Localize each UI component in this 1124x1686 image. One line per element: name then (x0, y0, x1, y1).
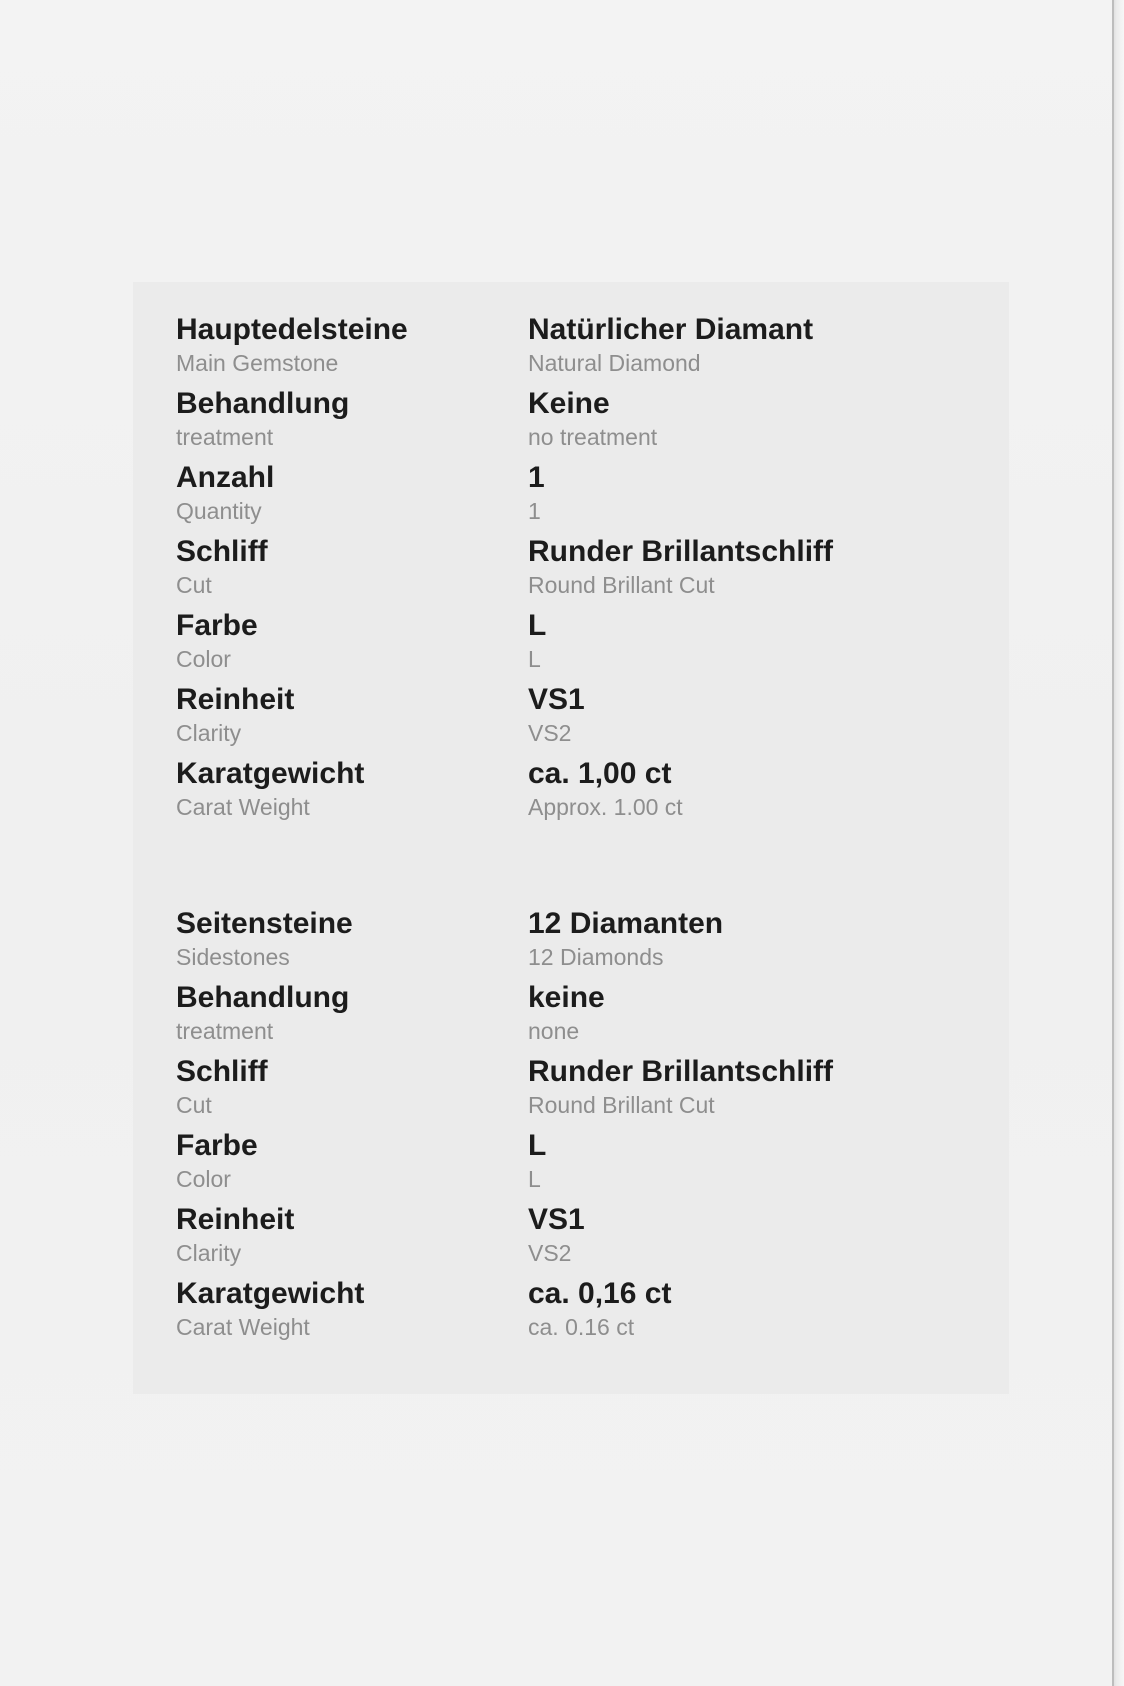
spec-label-translation: Carat Weight (176, 794, 310, 820)
spec-value: keine (528, 981, 605, 1014)
spec-row-clarity (176, 682, 936, 756)
spec-label-translation: Quantity (176, 498, 262, 524)
spec-value-translation: ca. 0.16 ct (528, 1314, 635, 1340)
spec-label-translation: Cut (176, 572, 212, 598)
spec-value: Keine (528, 387, 610, 420)
spec-label: Karatgewicht (176, 1277, 365, 1310)
spec-label-translation: Color (176, 1166, 231, 1192)
spec-row-carat-weight (176, 1276, 936, 1350)
spec-label: Reinheit (176, 1203, 295, 1236)
spec-value-translation: VS2 (528, 720, 572, 746)
spec-row-treatment (176, 980, 936, 1054)
spec-row-treatment (176, 386, 936, 460)
spec-label-translation: treatment (176, 424, 274, 450)
spec-value: L (528, 609, 547, 642)
spec-row-sidestones (176, 906, 936, 980)
spec-row-color (176, 608, 936, 682)
spec-value-translation: Round Brillant Cut (528, 572, 715, 598)
spec-value-translation: 1 (528, 498, 541, 524)
spec-label: Farbe (176, 609, 258, 642)
spec-value-translation: Round Brillant Cut (528, 1092, 715, 1118)
spec-value-translation: none (528, 1018, 580, 1044)
spec-label-translation: Cut (176, 1092, 212, 1118)
spec-label: Karatgewicht (176, 757, 365, 790)
spec-label: Schliff (176, 535, 268, 568)
spec-value-translation: no treatment (528, 424, 658, 450)
spec-value: VS1 (528, 683, 585, 716)
spec-row-main-gemstone (176, 312, 936, 386)
spec-label: Reinheit (176, 683, 295, 716)
spec-row-clarity (176, 1202, 936, 1276)
spec-row-quantity (176, 460, 936, 534)
spec-label: Farbe (176, 1129, 258, 1162)
spec-label: Schliff (176, 1055, 268, 1088)
spec-label: Seitensteine (176, 907, 353, 940)
spec-value-translation: Approx. 1.00 ct (528, 794, 683, 820)
side-stones-section (176, 906, 936, 1350)
spec-value: Natürlicher Diamant (528, 313, 814, 346)
spec-label: Behandlung (176, 387, 350, 420)
spec-value: Runder Brillantschliff (528, 535, 834, 568)
spec-label-translation: Clarity (176, 720, 242, 746)
spec-value: ca. 1,00 ct (528, 757, 672, 790)
spec-value: ca. 0,16 ct (528, 1277, 672, 1310)
spec-value: L (528, 1129, 547, 1162)
spec-label-translation: Sidestones (176, 944, 290, 970)
spec-value: VS1 (528, 1203, 585, 1236)
spec-row-cut (176, 534, 936, 608)
spec-value-translation: L (528, 1166, 541, 1192)
spec-label: Hauptedelsteine (176, 313, 408, 346)
page-edge (1112, 0, 1124, 1686)
main-gemstone-section (176, 312, 936, 830)
spec-value: 1 (528, 461, 545, 494)
spec-value: Runder Brillantschliff (528, 1055, 834, 1088)
spec-label-translation: treatment (176, 1018, 274, 1044)
spec-label-translation: Clarity (176, 1240, 242, 1266)
spec-label-translation: Carat Weight (176, 1314, 310, 1340)
spec-label-translation: Color (176, 646, 231, 672)
spec-label-translation: Main Gemstone (176, 350, 339, 376)
spec-value: 12 Diamanten (528, 907, 724, 940)
spec-row-cut (176, 1054, 936, 1128)
spec-value-translation: Natural Diamond (528, 350, 701, 376)
spec-value-translation: 12 Diamonds (528, 944, 664, 970)
spec-row-color (176, 1128, 936, 1202)
spec-value-translation: L (528, 646, 541, 672)
spec-label: Behandlung (176, 981, 350, 1014)
spec-row-carat-weight (176, 756, 936, 830)
spec-value-translation: VS2 (528, 1240, 572, 1266)
spec-label: Anzahl (176, 461, 275, 494)
